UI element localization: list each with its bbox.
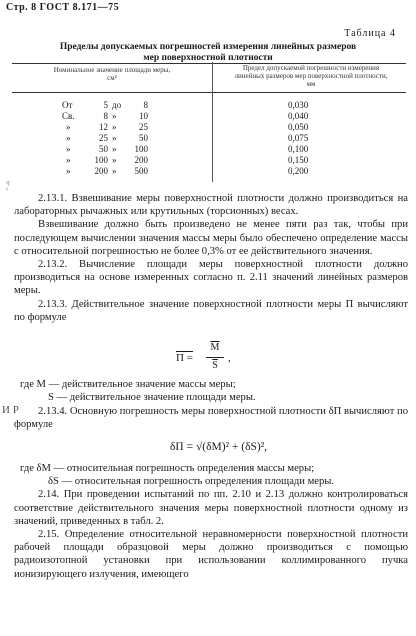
- row-prefix: Св.: [62, 111, 75, 121]
- fraction-line: [206, 357, 224, 358]
- row-prefix: »: [66, 133, 71, 143]
- paragraph-2-13-1-b: Взвешивание должно быть произведено не менее пяти раз так, чтобы при последующем вычислении значения массы меры было обеспечено определение массы с относительной погрешностью не более 0,3% от ее действительного значения.: [14, 219, 408, 257]
- section-2-13-1: [14, 192, 408, 324]
- definition-mass-error: где δM — относительная погрешность определения массы меры;: [20, 463, 315, 474]
- scan-mark: ¦ˡ: [6, 180, 10, 191]
- paragraph-2-15: 2.15. Определение относительной неравномерности поверхностной плотности рабочей площади образцовой меры должно производиться с помощью радиоизотопной установки при использовании коллимированного пучка ионизирующего излучения, имеющего: [14, 529, 408, 580]
- row-prefix: »: [66, 122, 71, 132]
- col1-header-line2: см²: [107, 74, 117, 82]
- row-to: 100: [134, 144, 148, 154]
- row-from: 200: [94, 166, 108, 176]
- row-sep: »: [112, 122, 117, 132]
- row-value: 0,075: [288, 133, 309, 143]
- row-sep: »: [112, 111, 117, 121]
- row-value: 0,150: [288, 155, 309, 165]
- table-title-line1: Пределы допускаемых погрешностей измерения линейных размеров: [59, 42, 357, 52]
- running-head: Стр. 8 ГОСТ 8.171—75: [6, 2, 120, 13]
- row-value: 0,040: [288, 111, 309, 121]
- row-to: 500: [134, 166, 148, 176]
- row-from: 5: [103, 100, 108, 110]
- row-value: 0,100: [288, 144, 309, 154]
- table-header-rule: [12, 92, 406, 93]
- table-row: [0, 133, 416, 143]
- row-prefix: »: [66, 155, 71, 165]
- formula-density: [176, 342, 296, 376]
- row-to: 50: [139, 133, 148, 143]
- row-to: 8: [143, 100, 148, 110]
- col2-header-line2: линейных размеров мер поверхностной плотности,: [234, 72, 388, 80]
- row-sep: до: [112, 100, 122, 110]
- row-value: 0,050: [288, 122, 309, 132]
- table-label: Таблица 4: [344, 28, 396, 39]
- formula-density-lhs: П =: [176, 352, 193, 364]
- table-row: [0, 122, 416, 132]
- col2-header: [216, 64, 406, 88]
- col2-header-line3: мм: [306, 80, 316, 88]
- row-from: 8: [103, 111, 108, 121]
- definitions-2: [14, 462, 408, 581]
- col2-header-line1: Предел допускаемой погрешности измерения: [242, 64, 380, 72]
- row-from: 50: [99, 144, 108, 154]
- row-prefix: »: [66, 166, 71, 176]
- row-sep: »: [112, 144, 117, 154]
- table-title: [12, 42, 404, 64]
- paragraph-2-13-3: 2.13.3. Действительное значение поверхностной плотности меры П вычисляют по формуле: [14, 298, 408, 323]
- table-title-line2: мер поверхностной плотности: [143, 53, 273, 63]
- row-prefix: От: [62, 100, 73, 110]
- row-value: 0,200: [288, 166, 309, 176]
- col1-header-line1: Номинальное значение площади меры,: [53, 66, 171, 74]
- table-row: [0, 111, 416, 121]
- definition-area: S — действительное значение площади меры.: [48, 392, 256, 404]
- formula-density-numerator: $\overline{M}$: [210, 342, 220, 353]
- margin-mark: И Р: [2, 404, 19, 416]
- formula-density-denominator: $\overline{S}$: [212, 360, 218, 371]
- row-to: 200: [134, 155, 148, 165]
- paragraph-2-14: 2.14. При проведении испытаний по пп. 2.10 и 2.13 должно контролироваться соответствие действительного значения меры поверхностной плотности одному из значений, приведенных в табл. 2.: [14, 489, 408, 527]
- paragraph-2-13-4: 2.13.4. Основную погрешность меры поверхностной плотности δП вычисляют по формуле: [14, 406, 408, 431]
- row-from: 25: [99, 133, 108, 143]
- row-sep: »: [112, 166, 117, 176]
- definition-area-error: δS — относительная погрешность определения площади меры.: [48, 476, 335, 488]
- col1-header: [14, 66, 210, 82]
- row-from: 12: [99, 122, 108, 132]
- paragraph-2-13-1: 2.13.1. Взвешивание меры поверхностной плотности должно производиться на лабораторных рычажных или крутильных (торсионных) весах.: [14, 193, 408, 218]
- table-row: [0, 155, 416, 165]
- table-row: [0, 144, 416, 154]
- definition-mass: где M — действительное значение массы меры;: [20, 379, 236, 390]
- row-sep: »: [112, 155, 117, 165]
- table-row: [0, 166, 416, 176]
- section-2-13-4: [14, 405, 408, 431]
- row-to: 10: [139, 111, 148, 121]
- table-row: [0, 100, 416, 110]
- row-prefix: »: [66, 144, 71, 154]
- row-value: 0,030: [288, 100, 309, 110]
- row-from: 100: [94, 155, 108, 165]
- formula-density-tail: ,: [228, 352, 231, 364]
- paragraph-2-13-2: 2.13.2. Вычисление площади меры поверхностной плотности должно производиться на основе измеренных согласно п. 2.11 значений линейных размеров меры.: [14, 259, 408, 297]
- row-sep: »: [112, 133, 117, 143]
- formula-error: δП = √(δM)² + (δS)²,: [170, 441, 268, 453]
- definitions-1: [14, 378, 408, 404]
- row-to: 25: [139, 122, 148, 132]
